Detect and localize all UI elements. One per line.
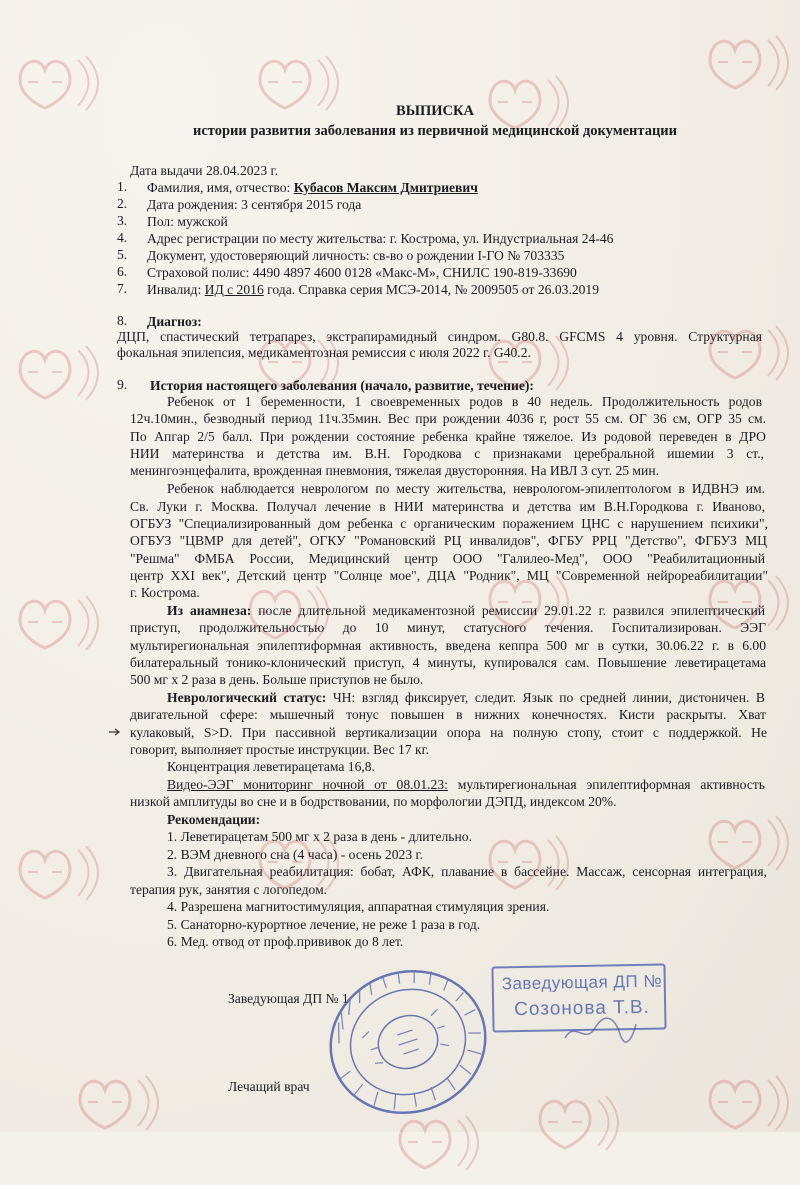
history-para1-line: НИИ материнства и детства им. В.Н. Городкова с признаками церебральной ишемии 3 ст., (130, 446, 764, 461)
concentration-line: Концентрация леветирацетама 16,8. (167, 759, 375, 774)
field-birth-date: Дата рождения: 3 сентября 2015 года (147, 197, 362, 212)
field-number: 1. (117, 179, 128, 194)
recommendation-item: 3. Двигательная реабилитация: бобат, АФК, плавание в бассейне. Массаж, сенсорная интеграция, (167, 864, 767, 879)
watermark-logo-icon (470, 820, 580, 900)
recommendation-item: 5. Санаторно-курортное лечение, не реже 1 раза в год. (167, 917, 481, 932)
stamp-line-1: Заведующая ДП № (501, 971, 663, 994)
eeg-line (167, 776, 765, 793)
field-disability (147, 281, 599, 298)
watermark-logo-icon (520, 1080, 630, 1160)
anamnesis-heading: Из анамнеза: (167, 603, 252, 618)
document-subtitle: истории развития заболевания из первичной медицинской документации (192, 123, 678, 139)
field-number: 4. (117, 230, 128, 245)
signature-doctor-label: Лечащий врач (228, 1079, 310, 1094)
field-address: Адрес регистрации по месту жительства: г. Кострома, ул. Индустриальная 24-46 (147, 231, 614, 246)
field-number: 7. (117, 281, 128, 296)
recommendations-heading: Рекомендации: (167, 812, 261, 827)
history-para1-line: По Апгар 2/5 балл. При рождении состояние ребенка крайне тяжелое. Из родовой переведен в ДРО (130, 429, 766, 444)
diagnosis-line: ДЦП, спастический тетрапарез, экстрапирамидный синдром. G80.8. GFCMS 4 уровня. Структурная (117, 329, 762, 344)
recommendation-item: 2. ВЭМ дневного сна (4 часа) - осень 2023 г. (167, 847, 423, 862)
field-number: 2. (117, 196, 128, 211)
disability-certificate: года. Справка серия МСЭ-2014, № 2009505 от 26.03.2019 (263, 282, 600, 297)
field-sex: Пол: мужской (147, 214, 228, 229)
anamnesis-line: мультирегиональная эпилептиформная активность, введена кеппра 500 мг в сутки, 30.06.22 г. в 6.00 (130, 638, 766, 653)
neuro-status-line: двигательной сфере: мышечный тонус повышен в нижних конечностях. Кисти раскрыты. Хват (130, 707, 766, 722)
anamnesis-line: приступ, продолжительностью до 10 минут, статусного течения. Госпитализирован. ЭЭГ (130, 620, 766, 635)
recommendation-item: 6. Мед. отвод от проф.прививок до 8 лет. (167, 934, 404, 949)
watermark-logo-icon (0, 830, 110, 910)
history-para1-line: Ребенок от 1 беременности, 1 своевременных родов в 40 недель. Продолжительность родов (167, 394, 762, 409)
anamnesis-line (167, 602, 765, 619)
stamp-line-2: Созонова Т.В. (514, 996, 651, 1021)
disability-label: Инвалид: (147, 282, 205, 297)
recommendation-item: 4. Разрешена магнитостимуляция, аппаратная стимуляция зрения. (167, 899, 550, 914)
recommendation-item: 1. Леветирацетам 500 мг х 2 раза в день - длительно. (167, 829, 472, 844)
watermark-logo-icon (690, 20, 800, 100)
field-number: 6. (117, 264, 128, 279)
history-para1-line: менингоэнцефалита, врожденная пневмония, тяжелая двусторонняя. На ИВЛ 3 сут. 25 мин. (130, 463, 659, 478)
anamnesis-line: билатеральный тонико-клонический приступ, 4 минуты, купировался сам. Повышение леветирацетама (130, 655, 766, 670)
field-number: 3. (117, 213, 128, 228)
diagnosis-heading: Диагноз: (147, 314, 202, 329)
patient-name: Кубасов Максим Дмитриевич (293, 180, 478, 195)
watermark-logo-icon (0, 580, 110, 660)
field-label: Фамилия, имя, отчество: (147, 180, 291, 195)
disability-group: ИД с 2016 (204, 282, 264, 297)
history-para2-line: центр XXI век", Детский центр "Солнце мое", ДЦА "Родник", МЦ "Современной нейрореабилитации" (130, 568, 768, 583)
field-insurance: Страховой полис: 4490 4897 4600 0128 «Макс-М», СНИЛС 190-819-33690 (147, 265, 577, 280)
issue-date: Дата выдачи 28.04.2023 г. (130, 163, 278, 178)
handwritten-signature (560, 1010, 640, 1050)
watermark-logo-icon (690, 310, 800, 390)
history-para2-line: Ребенок наблюдается неврологом по месту жительства, неврологом-эпилептологом в ИДВНЭ им. (167, 481, 765, 496)
neuro-status-text: ЧН: взгляд фиксирует, следит. Язык по средней линии, дистоничен. В (326, 690, 766, 705)
field-full-name (147, 179, 478, 196)
field-id-document: Документ, удостоверяющий личность: св-во о рождении I-ГО № 703335 (147, 248, 565, 263)
document-title: ВЫПИСКА (396, 103, 474, 119)
history-para2-line: Св. Луки г. Москва. Получал лечение в НИИ материнства и детства им В.Н.Городкова г. Иваново, (130, 499, 765, 514)
neuro-status-line (167, 689, 765, 706)
eeg-line: низкой амплитуды во сне и в бодрствовании, по морфологии ДЭПД, индексом 20%. (130, 794, 617, 809)
anamnesis-text: после длительной медикаментозной ремиссии 29.01.22 г. развился эпилептический (251, 603, 765, 618)
section-number: 8. (117, 313, 128, 328)
margin-arrow-mark (108, 727, 122, 737)
neuro-status-line: говорит, выполняет простые инструкции. Вес 17 кг. (130, 742, 430, 757)
signature-head-label: Заведующая ДП № 1 (228, 991, 349, 1006)
history-para1-line: 12ч.10мин., безводный период 11ч.35мин. Вес при рождении 4036 г, рост 55 см. ОГ 36 см, ОГР 35 см. (130, 411, 766, 426)
history-para2-line: "Решма" ФМБА России, Медицинский центр ООО "Галилео-Мед", ООО "Реабилитационный (130, 551, 765, 566)
watermark-logo-icon (60, 1060, 170, 1140)
round-seal-stamp (318, 962, 498, 1122)
field-number: 5. (117, 247, 128, 262)
history-heading: История настоящего заболевания (начало, развитие, течение): (150, 378, 534, 393)
history-para2-line: ОГБУЗ "ЦВМР для детей", ОГКУ "Романовский РЦ инвалидов", ФГБУ РРЦ "Детство", ФГБУЗ МЦ (130, 533, 767, 548)
eeg-heading: Видео-ЭЭГ мониторинг ночной от 08.01.23: (167, 777, 448, 792)
diagnosis-line: фокальная эпилепсия, медикаментозная ремиссия с июля 2022 г. G40.2. (117, 345, 531, 360)
neuro-status-line: кулаковый, S>D. При пассивной вертикализации опора на полную стопу, стоит с поддержкой. Не (130, 725, 767, 740)
watermark-logo-icon (0, 330, 110, 410)
recommendation-item: терапия рук, занятия с логопедом. (130, 882, 328, 897)
history-para2-line: г. Кострома. (130, 585, 200, 600)
history-para2-line: ОГБУЗ "Специализированный дом ребенка с органическим поражением ЦНС с нарушением психики", (130, 516, 768, 531)
section-number: 9. (117, 377, 128, 392)
watermark-logo-icon (690, 1060, 800, 1140)
eeg-text: мультирегиональная эпилептиформная активность (447, 777, 765, 792)
neuro-status-heading: Неврологический статус: (167, 690, 327, 705)
anamnesis-line: 500 мг х 2 раза в день. Больше приступов не было. (130, 672, 424, 687)
